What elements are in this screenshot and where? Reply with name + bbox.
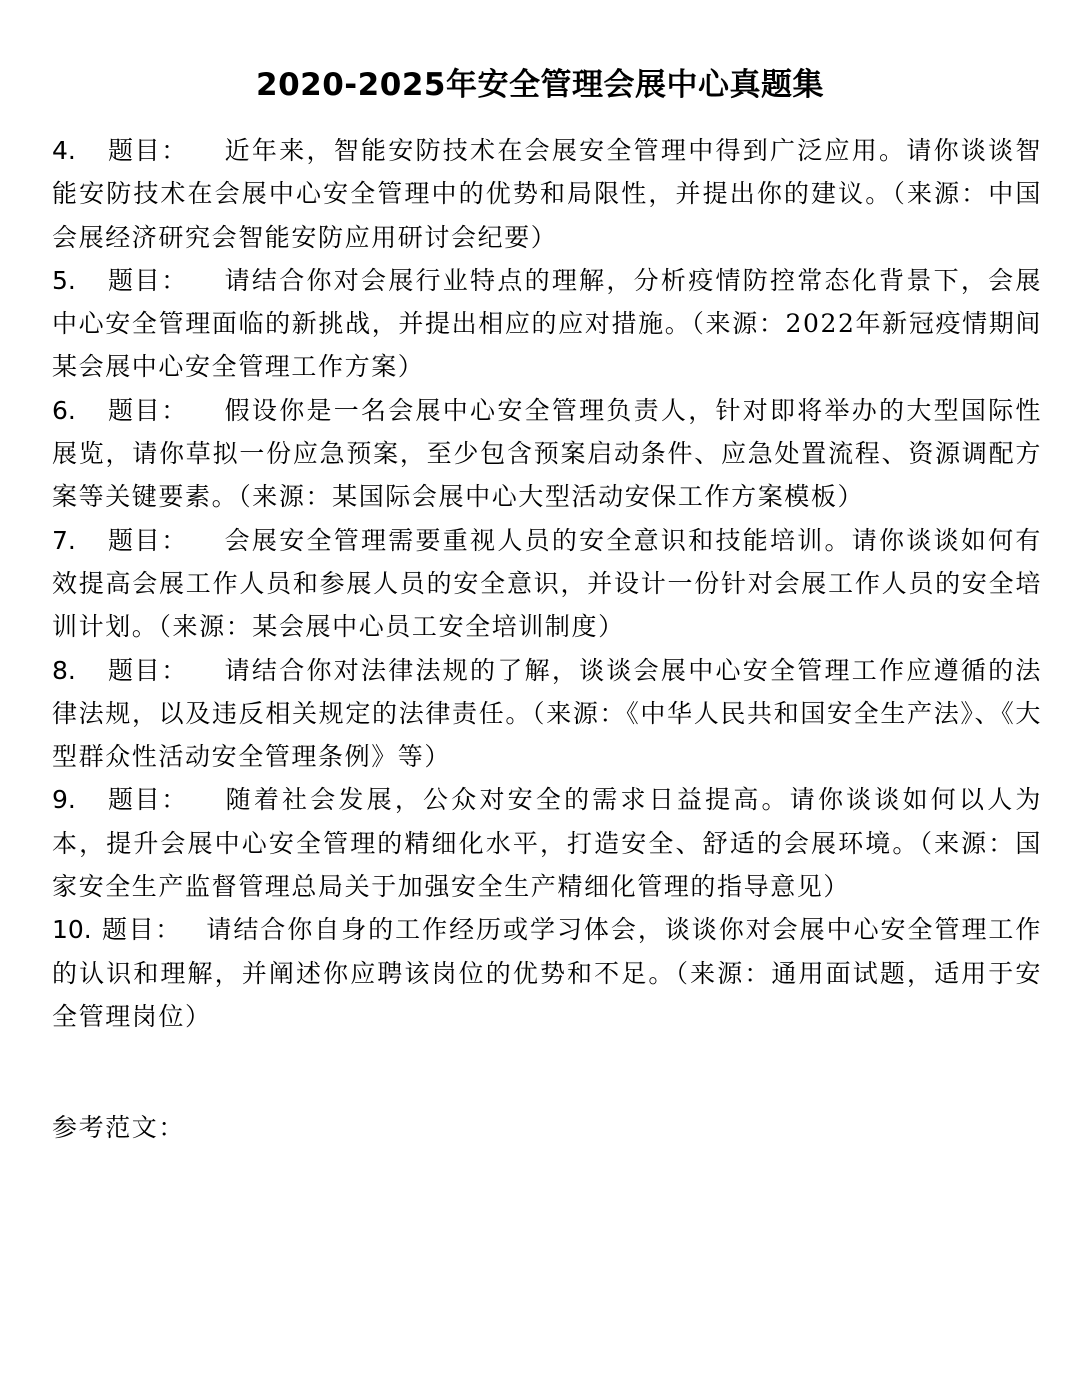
question-text: 近年来，智能安防技术在会展安全管理中得到广泛应用。请你谈谈智能安防技术在会展中心安全管理中的优势和局限性，并提出你的建议。（来源：中国会展经济研究会智能安防应用研讨会纪要）: [52, 136, 1042, 252]
question-number: 6.: [52, 395, 76, 425]
question-label: 题目：: [102, 915, 182, 945]
question-number: 5.: [52, 265, 76, 295]
question-text: 请结合你对会展行业特点的理解，分析疫情防控常态化背景下，会展中心安全管理面临的新挑战，并提出相应的应对措施。（来源：2022年新冠疫情期间某会展中心安全管理工作方案）: [52, 265, 1042, 382]
document-title: 2020-2025年安全管理会展中心真题集: [256, 67, 824, 103]
question-text: 请结合你对法律法规的了解，谈谈会展中心安全管理工作应遵循的法律法规，以及违反相关规定的法律责任。（来源：《中华人民共和国安全生产法》、《大型群众性活动安全管理条例》等）: [52, 655, 1042, 772]
question-item: [52, 649, 1042, 779]
question-number: 10.: [52, 915, 92, 945]
question-list: [52, 129, 1042, 1038]
question-item: [52, 778, 1042, 908]
question-item: [52, 389, 1042, 519]
reference-heading: 参考范文：: [52, 1113, 186, 1142]
question-label: 题目：: [108, 525, 188, 555]
question-item: [52, 129, 1042, 259]
question-label: 题目：: [108, 395, 188, 425]
question-number: 7.: [52, 525, 76, 555]
question-number: 9.: [52, 785, 76, 815]
question-text: 请结合你自身的工作经历或学习体会，谈谈你对会展中心安全管理工作的认识和理解，并阐述你应聘该岗位的优势和不足。（来源：通用面试题，适用于安全管理岗位）: [52, 915, 1042, 1031]
question-text: 随着社会发展，公众对安全的需求日益提高。请你谈谈如何以人为本，提升会展中心安全管理的精细化水平，打造安全、舒适的会展环境。（来源：国家安全生产监督管理总局关于加强安全生产精细化管理的指导意见）: [52, 785, 1042, 902]
question-item: [52, 519, 1042, 649]
question-label: 题目：: [108, 136, 188, 165]
question-item: [52, 259, 1042, 389]
question-label: 题目：: [108, 265, 188, 295]
question-text: 会展安全管理需要重视人员的安全意识和技能培训。请你谈谈如何有效提高会展工作人员和参展人员的安全意识，并设计一份针对会展工作人员的安全培训计划。（来源：某会展中心员工安全培训制度）: [52, 525, 1042, 642]
question-label: 题目：: [108, 785, 188, 815]
question-label: 题目：: [108, 655, 188, 685]
question-number: 4.: [52, 136, 76, 165]
question-text: 假设你是一名会展中心安全管理负责人，针对即将举办的大型国际性展览，请你草拟一份应急预案，至少包含预案启动条件、应急处置流程、资源调配方案等关键要素。（来源：某国际会展中心大型活动安保工作方案模板）: [52, 395, 1042, 512]
question-item: [52, 908, 1042, 1038]
question-number: 8.: [52, 655, 76, 685]
